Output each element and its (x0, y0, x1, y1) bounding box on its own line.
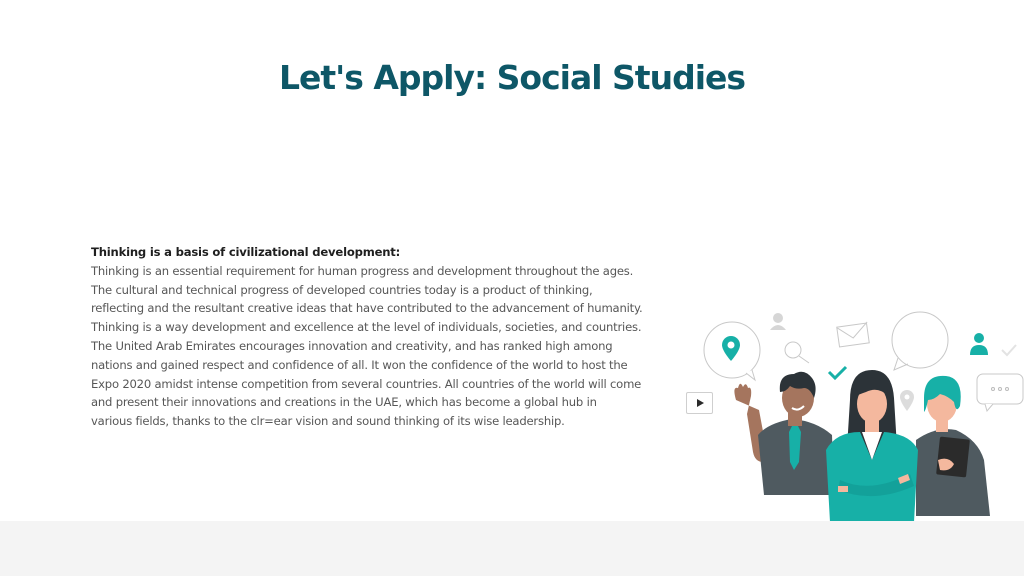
play-icon (697, 399, 704, 407)
slide-title: Let's Apply: Social Studies (278, 58, 746, 97)
body-line: Thinking is an essential requirement for human progress and development throughout the ages. (91, 263, 634, 278)
body-line: Expo 2020 amidst intense competition from several countries. All countries of the world will come (91, 376, 642, 391)
body-heading: Thinking is a basis of civilizational development: (91, 245, 401, 259)
user-icon (970, 333, 988, 355)
body-line: Thinking is a way development and excellence at the level of individuals, societies, and countries. (91, 320, 642, 335)
checkmark-icon (1002, 345, 1016, 355)
body-line: nations and gained respect and confidence of all. It won the confidence of the world to host the (91, 357, 628, 372)
body-line: various fields, thanks to the clr=ear vision and sound thinking of its wise leadership. (91, 414, 565, 429)
mail-icon (837, 322, 869, 347)
bottom-bar (0, 521, 1024, 576)
body-line: The United Arab Emirates encourages innovation and creativity, and has ranked high among (91, 338, 613, 353)
play-button[interactable] (686, 392, 713, 414)
team-illustration (680, 300, 1024, 522)
body-line: The cultural and technical progress of developed countries today is a product of thinking, (91, 282, 593, 297)
speech-bubble-icon (892, 312, 948, 370)
chat-dots-icon (977, 374, 1023, 411)
checkmark-icon (829, 367, 846, 378)
search-icon (785, 342, 809, 363)
body-line: reflecting and the resultant creative ideas that have contributed to the advancement of humanity. (91, 301, 643, 316)
location-pin-icon (722, 336, 740, 361)
man-character (734, 372, 834, 495)
body-line: and present their innovations and creations in the UAE, which has become a global hub in (91, 395, 597, 410)
user-icon (770, 313, 786, 330)
location-pin-icon (900, 390, 914, 411)
slide-body-text (91, 243, 711, 431)
